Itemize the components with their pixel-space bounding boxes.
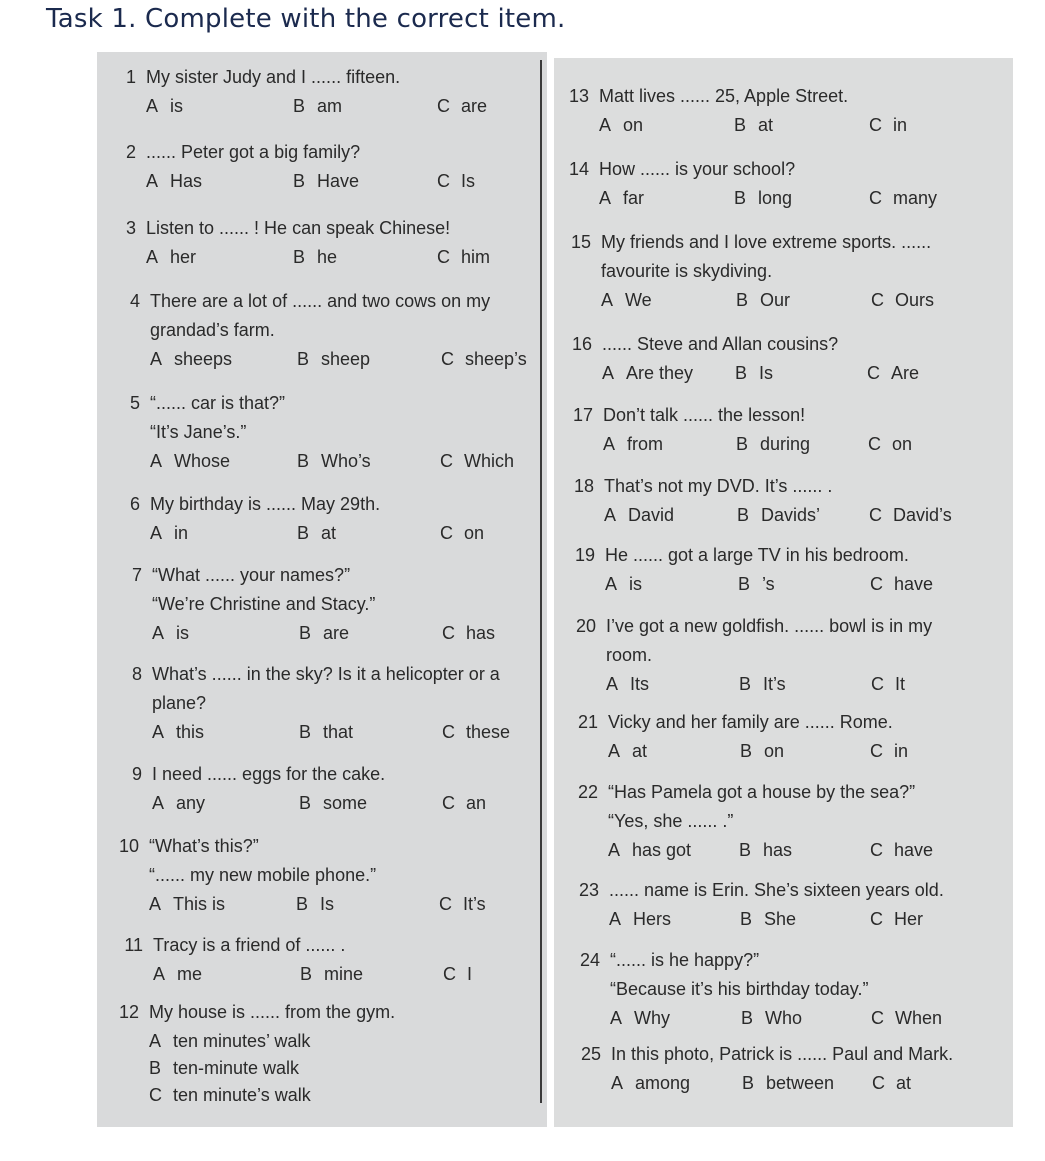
answer-option-c[interactable] [870, 570, 933, 598]
answer-option-a[interactable] [611, 1069, 690, 1097]
answer-option-c[interactable] [437, 92, 487, 120]
option-text: Why [634, 1008, 670, 1028]
answer-option-c[interactable] [437, 243, 490, 271]
option-text: some [323, 793, 368, 813]
option-letter: B [737, 505, 750, 525]
option-letter: C [149, 1085, 162, 1105]
option-letter: A [146, 247, 159, 267]
question-text: “What’s this?” [149, 836, 259, 856]
option-text: on [464, 523, 485, 543]
question-text: ...... Peter got a big family? [146, 142, 361, 162]
option-text: am [317, 96, 343, 116]
option-text: he [317, 247, 338, 267]
option-text: Whose [174, 451, 231, 471]
answer-option-a[interactable] [610, 1004, 670, 1032]
answer-option-a[interactable] [606, 670, 649, 698]
answer-option-c[interactable] [872, 1069, 911, 1097]
option-text: Which [464, 451, 515, 471]
question-text: ...... Steve and Allan cousins? [602, 334, 839, 354]
question-text: I need ...... eggs for the cake. [152, 764, 386, 784]
answer-option-b[interactable] [297, 447, 371, 475]
question-number: 6 [129, 494, 140, 514]
answer-option-b[interactable] [293, 167, 359, 195]
option-text: sheep [321, 349, 371, 369]
question-number: 11 [124, 935, 143, 955]
option-letter: C [443, 964, 456, 984]
option-letter: B [299, 793, 312, 813]
question-number: 23 [578, 880, 599, 900]
option-text: in [174, 523, 189, 543]
answer-option-b[interactable] [297, 345, 370, 373]
option-text: Who’s [321, 451, 371, 471]
question-number: 17 [572, 405, 593, 425]
question-number: 14 [568, 159, 589, 179]
option-letter: B [742, 1073, 755, 1093]
answer-option-c[interactable] [439, 890, 486, 918]
option-text: Her [894, 909, 924, 929]
option-text: her [170, 247, 197, 267]
option-text: at [321, 523, 337, 543]
answer-option-c[interactable] [442, 718, 510, 746]
option-letter: B [297, 451, 310, 471]
answer-option-b[interactable] [738, 570, 775, 598]
answer-option-b[interactable] [299, 789, 367, 817]
option-letter: B [149, 1058, 162, 1078]
answer-option-a[interactable] [152, 718, 204, 746]
question-text: “What ...... your names?” [152, 565, 351, 585]
answer-option-a[interactable] [150, 345, 232, 373]
option-letter: A [606, 674, 619, 694]
question-text: What’s ...... in the sky? Is it a helicopter or a [152, 664, 500, 684]
option-letter: B [739, 840, 752, 860]
option-letter: C [437, 247, 450, 267]
option-text: that [323, 722, 354, 742]
question-text: ...... name is Erin. She’s sixteen years old. [609, 880, 944, 900]
option-text: at [632, 741, 648, 761]
option-letter: A [611, 1073, 624, 1093]
option-letter: B [300, 964, 313, 984]
question-number: 25 [580, 1044, 601, 1064]
option-text: ten minutes’ walk [173, 1031, 311, 1051]
question-text: “...... is he happy?” [610, 950, 760, 970]
option-text: have [894, 574, 934, 594]
option-letter: B [734, 188, 747, 208]
option-text: ten minute’s walk [173, 1085, 311, 1105]
option-text: It’s [763, 674, 786, 694]
option-letter: A [152, 793, 165, 813]
option-letter: C [869, 505, 882, 525]
option-letter: C [439, 894, 452, 914]
answer-option-b[interactable] [739, 670, 786, 698]
question-number: 16 [571, 334, 592, 354]
option-text: Has [170, 171, 203, 191]
question-number: 20 [575, 616, 596, 636]
answer-option-b[interactable] [293, 243, 337, 271]
option-letter: B [299, 623, 312, 643]
answer-option-c[interactable] [870, 737, 908, 765]
option-letter: C [867, 363, 880, 383]
option-letter: C [437, 96, 450, 116]
option-text: from [627, 434, 663, 454]
answer-option-b[interactable] [737, 501, 820, 529]
column-divider [540, 60, 542, 1103]
answer-option-c[interactable] [440, 519, 484, 547]
question-text: Matt lives ...... 25, Apple Street. [599, 86, 849, 106]
answer-option-b[interactable] [736, 286, 790, 314]
question-text: My friends and I love extreme sports. ...... [601, 232, 932, 252]
question-text: favourite is skydiving. [601, 261, 773, 281]
option-letter: C [869, 188, 882, 208]
question-text: There are a lot of ...... and two cows on my [150, 291, 491, 311]
option-letter: A [149, 894, 162, 914]
answer-option-c[interactable] [869, 184, 937, 212]
answer-option-b[interactable] [740, 737, 784, 765]
answer-option-a[interactable] [152, 789, 205, 817]
option-letter: A [604, 505, 617, 525]
question-number: 10 [118, 836, 139, 856]
option-letter: B [734, 115, 747, 135]
answer-option-b[interactable] [739, 836, 792, 864]
answer-option-a[interactable] [603, 430, 663, 458]
option-letter: B [297, 349, 310, 369]
question-number: 12 [118, 1002, 139, 1022]
option-text: is [176, 623, 189, 643]
option-letter: C [870, 574, 883, 594]
question-number: 9 [131, 764, 142, 784]
option-letter: C [868, 434, 881, 454]
question-text: My sister Judy and I ...... fifteen. [146, 67, 401, 87]
option-letter: C [442, 722, 455, 742]
option-text: David [628, 505, 675, 525]
option-text: ten-minute walk [173, 1058, 300, 1078]
question-text: My house is ...... from the gym. [149, 1002, 396, 1022]
answer-option-b[interactable] [296, 890, 334, 918]
answer-option-c[interactable] [869, 501, 952, 529]
option-text: sheeps [174, 349, 233, 369]
option-letter: A [153, 964, 166, 984]
answer-option-c[interactable] [869, 111, 907, 139]
answer-option-a[interactable] [153, 960, 202, 988]
answer-option-a[interactable] [599, 184, 644, 212]
option-text: are [323, 623, 350, 643]
option-text: Who [765, 1008, 803, 1028]
option-letter: C [437, 171, 450, 191]
answer-option-c[interactable] [868, 430, 912, 458]
option-text: Are [891, 363, 920, 383]
answer-option-c[interactable] [870, 836, 933, 864]
option-text: David’s [893, 505, 952, 525]
option-letter: C [440, 523, 453, 543]
option-letter: C [870, 909, 883, 929]
option-letter: A [609, 909, 622, 929]
option-letter: A [152, 623, 165, 643]
option-text: him [461, 247, 491, 267]
question-text: In this photo, Patrick is ...... Paul and Mark. [611, 1044, 954, 1064]
question-number: 1 [125, 67, 136, 87]
option-text: long [758, 188, 793, 208]
option-text: at [896, 1073, 912, 1093]
option-letter: A [603, 434, 616, 454]
answer-option-c[interactable] [440, 447, 514, 475]
option-text: on [892, 434, 913, 454]
option-letter: B [299, 722, 312, 742]
question-number: 24 [579, 950, 600, 970]
question-number: 8 [131, 664, 142, 684]
answer-options [149, 1027, 311, 1108]
question-text: He ...... got a large TV in his bedroom. [605, 545, 909, 565]
option-text: has got [632, 840, 692, 860]
option-letter: B [741, 1008, 754, 1028]
answer-option-a[interactable] [152, 619, 189, 647]
option-text: has [763, 840, 793, 860]
option-text: between [766, 1073, 835, 1093]
option-text: far [623, 188, 645, 208]
answer-option-b[interactable] [297, 519, 336, 547]
task-title: Task 1. Complete with the correct item. [46, 4, 566, 34]
option-text: Is [759, 363, 774, 383]
question-text: “...... car is that?” [150, 393, 286, 413]
question-text: Listen to ...... ! He can speak Chinese! [146, 218, 451, 238]
option-text: We [625, 290, 652, 310]
option-text: during [760, 434, 811, 454]
answer-option-b[interactable] [735, 359, 773, 387]
option-letter: A [150, 451, 163, 471]
option-letter: B [293, 247, 306, 267]
answer-option-a[interactable] [149, 1027, 311, 1054]
question-number: 4 [129, 291, 140, 311]
option-letter: A [146, 171, 159, 191]
option-letter: B [735, 363, 748, 383]
option-letter: A [152, 722, 165, 742]
option-text: This is [173, 894, 226, 914]
option-text: has [466, 623, 496, 643]
option-text: Our [760, 290, 791, 310]
answer-option-c[interactable] [867, 359, 919, 387]
question-text: “Because it’s his birthday today.” [610, 979, 869, 999]
question-text: That’s not my DVD. It’s ...... . [604, 476, 833, 496]
option-text: these [466, 722, 511, 742]
question-text: plane? [152, 693, 207, 713]
option-letter: C [871, 290, 884, 310]
question-text: “Yes, she ...... .” [608, 811, 734, 831]
answer-option-c[interactable] [443, 960, 472, 988]
option-letter: B [740, 741, 753, 761]
option-letter: B [293, 96, 306, 116]
question-text: My birthday is ...... May 29th. [150, 494, 381, 514]
answer-option-c[interactable] [441, 345, 527, 373]
answer-option-b[interactable] [736, 430, 810, 458]
question-text: “We’re Christine and Stacy.” [152, 594, 376, 614]
answer-option-a[interactable] [602, 359, 693, 387]
answer-option-b[interactable] [149, 1054, 311, 1081]
option-letter: C [871, 674, 884, 694]
option-text: When [895, 1008, 943, 1028]
option-text: ’s [762, 574, 775, 594]
option-letter: B [293, 171, 306, 191]
option-text: in [893, 115, 908, 135]
answer-option-b[interactable] [300, 960, 363, 988]
option-text: Ours [895, 290, 935, 310]
answer-option-a[interactable] [601, 286, 652, 314]
option-letter: A [146, 96, 159, 116]
option-letter: A [150, 523, 163, 543]
question-text: room. [606, 645, 653, 665]
option-letter: A [150, 349, 163, 369]
option-letter: B [740, 909, 753, 929]
option-text: It’s [463, 894, 486, 914]
question-text: How ...... is your school? [599, 159, 796, 179]
option-letter: C [872, 1073, 885, 1093]
answer-option-a[interactable] [605, 570, 642, 598]
option-text: at [758, 115, 774, 135]
answer-option-c[interactable] [437, 167, 475, 195]
option-letter: A [601, 290, 614, 310]
answer-option-a[interactable] [150, 519, 188, 547]
option-text: Are they [626, 363, 694, 383]
answer-option-b[interactable] [741, 1004, 802, 1032]
option-letter: A [599, 115, 612, 135]
answer-option-a[interactable] [149, 890, 225, 918]
option-text: Have [317, 171, 360, 191]
answer-option-c[interactable] [442, 789, 486, 817]
option-text: an [466, 793, 487, 813]
answer-option-a[interactable] [609, 905, 671, 933]
answer-option-b[interactable] [740, 905, 796, 933]
option-letter: B [296, 894, 309, 914]
answer-option-a[interactable] [146, 167, 202, 195]
answer-option-c[interactable] [442, 619, 495, 647]
option-letter: A [149, 1031, 162, 1051]
answer-option-b[interactable] [734, 184, 792, 212]
option-text: Its [630, 674, 650, 694]
question-number: 7 [131, 565, 142, 585]
option-letter: B [297, 523, 310, 543]
option-text: sheep’s [465, 349, 527, 369]
answer-option-c[interactable] [871, 1004, 942, 1032]
option-text: any [176, 793, 206, 813]
option-text: are [461, 96, 488, 116]
question-text: Don’t talk ...... the lesson! [603, 405, 806, 425]
answer-option-a[interactable] [604, 501, 674, 529]
question-text: “...... my new mobile phone.” [149, 865, 377, 885]
option-text: I [467, 964, 473, 984]
option-letter: B [739, 674, 752, 694]
option-letter: A [599, 188, 612, 208]
answer-option-c[interactable] [871, 286, 934, 314]
option-letter: B [736, 290, 749, 310]
option-text: in [894, 741, 909, 761]
question-number: 2 [125, 142, 136, 162]
answer-option-a[interactable] [146, 92, 183, 120]
option-letter: C [441, 349, 454, 369]
question-number: 13 [568, 86, 589, 106]
question-text: I’ve got a new goldfish. ...... bowl is in my [606, 616, 933, 636]
option-letter: A [608, 840, 621, 860]
answer-option-b[interactable] [293, 92, 342, 120]
option-letter: C [869, 115, 882, 135]
question-text: Vicky and her family are ...... Rome. [608, 712, 893, 732]
question-number: 19 [574, 545, 595, 565]
option-text: many [893, 188, 938, 208]
answer-option-a[interactable] [608, 737, 647, 765]
answer-option-a[interactable] [608, 836, 691, 864]
question-number: 15 [570, 232, 591, 252]
option-letter: C [870, 840, 883, 860]
answer-option-b[interactable] [742, 1069, 834, 1097]
answer-option-a[interactable] [599, 111, 643, 139]
question-text: “It’s Jane’s.” [150, 422, 247, 442]
question-number: 3 [125, 218, 136, 238]
answer-option-c[interactable] [149, 1081, 311, 1108]
option-text: this [176, 722, 205, 742]
option-text: on [623, 115, 644, 135]
option-letter: A [608, 741, 621, 761]
question-text: Tracy is a friend of ...... . [153, 935, 346, 955]
question-text: grandad’s farm. [150, 320, 275, 340]
answer-option-c[interactable] [870, 905, 923, 933]
answer-option-c[interactable] [871, 670, 905, 698]
question-number: 5 [129, 393, 140, 413]
option-text: have [894, 840, 934, 860]
option-text: is [629, 574, 642, 594]
question-text: “Has Pamela got a house by the sea?” [608, 782, 916, 802]
question-number: 22 [577, 782, 598, 802]
option-text: among [635, 1073, 691, 1093]
answer-option-a[interactable] [146, 243, 196, 271]
option-text: It [895, 674, 906, 694]
option-letter: C [440, 451, 453, 471]
option-text: Davids’ [761, 505, 821, 525]
option-letter: C [871, 1008, 884, 1028]
answer-option-b[interactable] [734, 111, 773, 139]
option-text: mine [324, 964, 364, 984]
option-letter: A [610, 1008, 623, 1028]
answer-option-a[interactable] [150, 447, 230, 475]
option-letter: A [602, 363, 615, 383]
option-text: on [764, 741, 785, 761]
answer-option-b[interactable] [299, 619, 349, 647]
option-letter: B [738, 574, 751, 594]
option-letter: C [870, 741, 883, 761]
question-number: 21 [577, 712, 598, 732]
option-letter: B [736, 434, 749, 454]
answer-option-b[interactable] [299, 718, 353, 746]
option-text: Hers [633, 909, 672, 929]
option-text: me [177, 964, 203, 984]
question-number: 18 [573, 476, 594, 496]
option-letter: A [605, 574, 618, 594]
option-text: Is [461, 171, 476, 191]
option-text: She [764, 909, 797, 929]
option-text: Is [320, 894, 335, 914]
option-text: is [170, 96, 183, 116]
option-letter: C [442, 623, 455, 643]
option-letter: C [442, 793, 455, 813]
